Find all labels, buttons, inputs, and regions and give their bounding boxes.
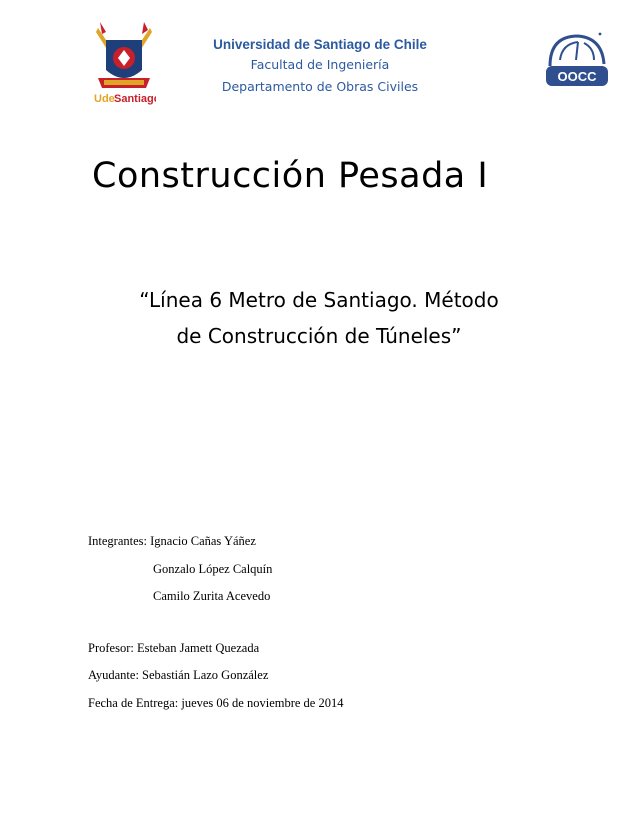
svg-text:Santiago: Santiago [114, 93, 156, 105]
faculty-name: Facultad de Ingeniería [250, 57, 390, 72]
members-label: Integrantes: [88, 534, 148, 548]
document-header [160, 36, 480, 98]
university-name: Universidad de Santiago de Chile [213, 37, 427, 52]
hardhat-icon [540, 30, 612, 96]
usach-crest-icon [92, 18, 156, 110]
department-name: Departamento de Obras Civiles [221, 79, 419, 94]
subtitle-line-2: de Construcción de Túneles” [176, 324, 462, 348]
document-subtitle [80, 282, 558, 354]
members-line-1 [88, 534, 256, 549]
subtitle-line-1: “Línea 6 Metro de Santiago. Método [139, 288, 499, 312]
member-name: Camilo Zurita Acevedo [153, 589, 271, 603]
svg-text:Ude: Ude [94, 93, 115, 105]
member-name: Ignacio Cañas Yáñez [150, 534, 256, 548]
professor-line: Profesor: Esteban Jamett Quezada [88, 641, 260, 655]
document-title: Construcción Pesada I [92, 156, 489, 196]
usach-logo [92, 18, 156, 110]
svg-text:OOCC: OOCC [557, 69, 597, 84]
member-name: Gonzalo López Calquín [153, 562, 273, 576]
assistant-line: Ayudante: Sebastián Lazo González [88, 668, 269, 682]
delivery-date-line: Fecha de Entrega: jueves 06 de noviembre de 2014 [88, 696, 344, 710]
oocc-logo [540, 30, 612, 96]
